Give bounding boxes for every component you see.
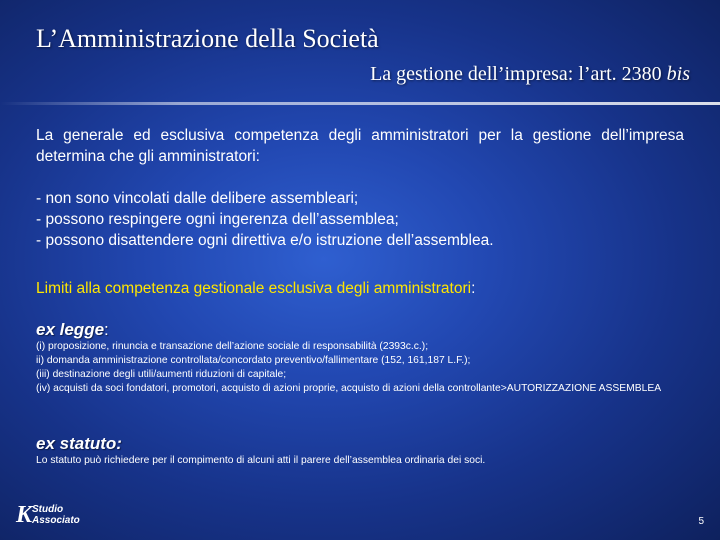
limits-colon: : [471,280,476,297]
ex-legge-heading [36,320,696,340]
limits-heading-text: Limiti alla competenza gestionale esclusiva degli amministratori [36,280,472,297]
ex-statuto-heading: ex statuto: [36,434,122,453]
logo-line-2: Associato [32,515,80,526]
intro-paragraph: La generale ed esclusiva competenza degli amministratori per la gestione dell’impresa determina che gli amministratori: [36,127,684,165]
logo-letter: K [16,502,33,528]
subtitle-main: La gestione dell’impresa: l’art. 2380 [370,63,667,85]
list-item: - possono respingere ogni ingerenza dell’assemblea; [36,211,399,228]
title-divider [0,102,720,105]
list-item: - possono disattendere ogni direttiva e/o istruzione dell’assemblea. [36,232,494,249]
slide-title: L’Amministrazione della Società [36,24,379,53]
logo-line-1: Studio [32,504,64,515]
slide-subtitle [370,62,690,86]
ex-legge-item: (iv) acquisti da soci fondatori, promotori, acquisto di azioni proprie, acquisto di azioni della controllante>AUTORIZZAZIONE ASSEMBLEA [36,383,662,394]
ex-statuto-section [36,434,696,468]
ex-legge-item: (i) proposizione, rinuncia e transazione dell’azione sociale di responsabilità (2393c.c.); [36,341,429,352]
limits-heading [36,278,684,299]
ex-legge-item: ii) domanda amministrazione controllata/concordato preventivo/fallimentare (152, 161,187 L.F.); [36,355,471,366]
ex-legge-section [36,320,696,396]
ex-statuto-text: Lo statuto può richiedere per il compimento di alcuni atti il parere dell’assemblea ordinaria dei soci. [36,455,486,466]
list-item: - non sono vincolati dalle delibere assembleari; [36,190,359,207]
bullet-list [36,188,684,251]
ex-legge-label: ex legge [36,320,105,339]
ex-legge-item: (iii) destinazione degli utili/aumenti riduzioni di capitale; [36,369,287,380]
studio-logo [16,502,96,528]
subtitle-italic: bis [666,63,690,85]
page-number: 5 [698,516,704,527]
ex-legge-colon: : [104,320,109,339]
